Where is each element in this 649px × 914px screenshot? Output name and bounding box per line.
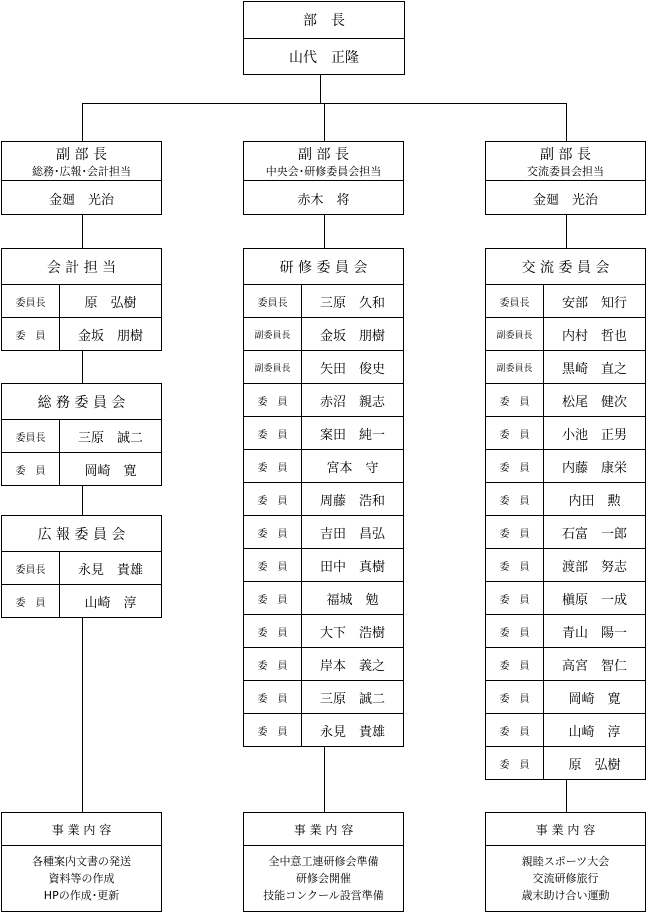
member-role: 委 員 xyxy=(244,549,302,581)
committee-title: 総 務 委 員 会 xyxy=(2,384,161,420)
member-role: 委 員 xyxy=(486,714,544,746)
member-role: 委 員 xyxy=(2,318,60,351)
member-role: 委 員 xyxy=(244,417,302,449)
business-title: 事 業 内 容 xyxy=(486,813,645,846)
member-name: 矢田 俊史 xyxy=(319,361,385,377)
member-name: 岸本 義之 xyxy=(319,658,385,674)
member-name: 田中 真樹 xyxy=(319,559,385,575)
member-row xyxy=(486,582,645,615)
committee-title: 研 修 委 員 会 xyxy=(244,249,403,285)
member-row xyxy=(486,285,645,318)
member-name: 松尾 健次 xyxy=(561,394,627,410)
member-name: 周藤 浩和 xyxy=(319,493,385,509)
member-role: 副委員長 xyxy=(244,318,302,350)
member-role: 委 員 xyxy=(486,747,544,780)
committee-box xyxy=(1,515,162,618)
deputy-name: 赤木 将 xyxy=(297,192,350,208)
member-role: 委 員 xyxy=(486,549,544,581)
member-name: 高宮 智仁 xyxy=(561,658,627,674)
member-row xyxy=(244,417,403,450)
member-role: 委 員 xyxy=(244,483,302,515)
committee-box xyxy=(485,248,646,780)
member-role: 委 員 xyxy=(2,585,60,618)
member-name: 赤沼 親志 xyxy=(319,394,385,410)
connector-line xyxy=(82,103,83,141)
member-row xyxy=(244,483,403,516)
business-line: 歳末助け合い運動 xyxy=(521,889,610,902)
member-row xyxy=(244,384,403,417)
business-title: 事 業 内 容 xyxy=(244,813,403,846)
committee-title: 広 報 委 員 会 xyxy=(2,516,161,552)
committee-box xyxy=(1,248,162,351)
member-role: 委 員 xyxy=(486,681,544,713)
member-name: 安部 知行 xyxy=(561,295,627,311)
member-row xyxy=(2,318,161,351)
member-role: 委 員 xyxy=(244,450,302,482)
member-role: 委員長 xyxy=(2,552,60,584)
member-role: 委員長 xyxy=(2,285,60,317)
member-row xyxy=(486,318,645,351)
member-row xyxy=(244,450,403,483)
member-row xyxy=(486,417,645,450)
member-role: 委 員 xyxy=(2,453,60,486)
deputy-subtitle: 中央会･研修委員会担当 xyxy=(265,165,382,178)
member-name: 青山 陽一 xyxy=(561,625,627,641)
connector-line xyxy=(320,75,321,104)
member-name: 岡崎 寛 xyxy=(568,691,621,707)
member-row xyxy=(2,585,161,618)
connector-line xyxy=(324,747,325,812)
connector-line xyxy=(82,618,83,812)
business-lines xyxy=(486,853,645,904)
director-box xyxy=(243,1,405,75)
business-line: HPの作成･更新 xyxy=(43,889,120,902)
member-role: 委員長 xyxy=(486,285,544,317)
director-title: 部 長 xyxy=(244,2,404,39)
member-role: 委 員 xyxy=(486,417,544,449)
member-row xyxy=(244,714,403,747)
member-role: 委 員 xyxy=(244,681,302,713)
member-name: 永見 貴雄 xyxy=(319,725,385,740)
member-row xyxy=(244,681,403,714)
member-name: 大下 浩樹 xyxy=(319,625,385,641)
director-name: 山代 正隆 xyxy=(289,50,359,66)
member-name: 黒崎 直之 xyxy=(561,361,627,377)
connector-line xyxy=(324,103,325,141)
member-name: 槇原 一成 xyxy=(561,592,627,608)
connector-line xyxy=(82,351,83,383)
deputy-box xyxy=(243,141,404,215)
member-name: 内藤 康栄 xyxy=(561,460,627,476)
business-line: 資料等の作成 xyxy=(48,872,115,885)
member-name: 案田 純一 xyxy=(319,427,385,443)
member-name: 三原 久和 xyxy=(319,295,385,311)
member-role: 委 員 xyxy=(244,582,302,614)
business-line: 交流研修旅行 xyxy=(532,872,599,885)
member-role: 委 員 xyxy=(486,582,544,614)
deputy-subtitle: 総務･広報･会計担当 xyxy=(32,165,131,178)
deputy-box xyxy=(485,141,646,215)
member-role: 委 員 xyxy=(486,450,544,482)
member-row xyxy=(244,285,403,318)
deputy-name: 金廻 光治 xyxy=(48,192,114,208)
member-row xyxy=(2,552,161,585)
member-role: 委 員 xyxy=(486,615,544,647)
member-name: 三原 誠二 xyxy=(319,691,385,707)
member-row xyxy=(244,648,403,681)
business-box xyxy=(1,812,162,912)
committee-box xyxy=(243,248,404,747)
business-line: 技能コンクール設営準備 xyxy=(263,889,384,902)
member-name: 吉田 昌弘 xyxy=(319,526,385,542)
member-name: 金坂 朋樹 xyxy=(77,329,143,344)
member-row xyxy=(486,615,645,648)
member-row xyxy=(2,420,161,453)
member-name: 渡部 努志 xyxy=(561,559,627,575)
business-box xyxy=(243,812,404,912)
connector-line xyxy=(566,780,567,812)
member-name: 福城 勉 xyxy=(326,592,379,608)
member-row xyxy=(244,351,403,384)
member-row xyxy=(2,453,161,486)
member-role: 副委員長 xyxy=(244,351,302,383)
connector-line xyxy=(82,215,83,248)
member-row xyxy=(244,615,403,648)
member-name: 山崎 淳 xyxy=(568,724,621,740)
member-role: 委員長 xyxy=(2,420,60,452)
deputy-title: 副 部 長 xyxy=(56,147,107,163)
business-line: 親睦スポーツ大会 xyxy=(521,855,610,868)
business-box xyxy=(485,812,646,912)
member-row xyxy=(244,582,403,615)
committee-title: 会 計 担 当 xyxy=(2,249,161,285)
member-role: 委 員 xyxy=(486,483,544,515)
member-name: 宮本 守 xyxy=(326,460,379,476)
business-lines xyxy=(244,853,403,904)
business-lines xyxy=(2,853,161,904)
member-name: 内村 哲也 xyxy=(561,328,627,344)
member-role: 委 員 xyxy=(244,516,302,548)
business-line: 各種案内文書の発送 xyxy=(32,855,131,868)
deputy-title: 副 部 長 xyxy=(298,147,349,163)
member-role: 委 員 xyxy=(244,615,302,647)
member-row xyxy=(244,549,403,582)
member-role: 副委員長 xyxy=(486,351,544,383)
member-name: 小池 正男 xyxy=(561,427,627,443)
connector-line xyxy=(324,215,325,248)
member-row xyxy=(486,483,645,516)
committee-title: 交 流 委 員 会 xyxy=(486,249,645,285)
member-name: 原 弘樹 xyxy=(568,758,621,773)
committee-box xyxy=(1,383,162,486)
member-name: 永見 貴雄 xyxy=(77,562,143,578)
member-role: 委員長 xyxy=(244,285,302,317)
member-role: 委 員 xyxy=(244,714,302,747)
member-role: 委 員 xyxy=(244,648,302,680)
member-row xyxy=(486,648,645,681)
member-name: 山崎 淳 xyxy=(84,596,137,611)
member-row xyxy=(486,681,645,714)
deputy-name: 金廻 光治 xyxy=(532,192,598,208)
member-name: 石富 一郎 xyxy=(561,526,627,542)
member-role: 委 員 xyxy=(486,516,544,548)
connector-line xyxy=(566,103,567,141)
connector-line xyxy=(566,215,567,248)
member-name: 岡崎 寛 xyxy=(84,464,137,479)
business-title: 事 業 内 容 xyxy=(2,813,161,846)
member-role: 委 員 xyxy=(486,384,544,416)
member-role: 委 員 xyxy=(486,648,544,680)
member-row xyxy=(486,747,645,780)
member-row xyxy=(244,516,403,549)
member-row xyxy=(486,714,645,747)
deputy-title: 副 部 長 xyxy=(540,147,591,163)
member-row xyxy=(486,384,645,417)
member-row xyxy=(486,450,645,483)
member-name: 金坂 朋樹 xyxy=(319,328,385,344)
member-row xyxy=(486,516,645,549)
business-line: 研修会開催 xyxy=(296,872,351,885)
member-name: 三原 誠二 xyxy=(77,430,143,446)
member-name: 原 弘樹 xyxy=(84,295,137,311)
deputy-subtitle: 交流委員会担当 xyxy=(527,165,604,178)
deputy-box xyxy=(1,141,162,215)
member-row xyxy=(2,285,161,318)
member-row xyxy=(486,549,645,582)
member-name: 内田 勲 xyxy=(568,493,621,509)
member-role: 副委員長 xyxy=(486,318,544,350)
member-role: 委 員 xyxy=(244,384,302,416)
member-row xyxy=(244,318,403,351)
business-line: 全中意工連研修会準備 xyxy=(268,855,379,868)
connector-line xyxy=(82,486,83,515)
member-row xyxy=(486,351,645,384)
